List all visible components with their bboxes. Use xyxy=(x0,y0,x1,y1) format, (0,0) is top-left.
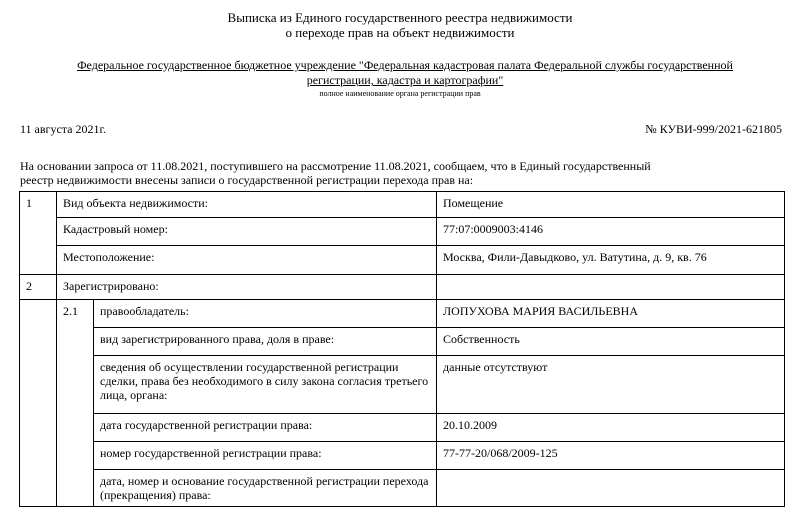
document-title: Выписка из Единого государственного реестра недвижимости xyxy=(227,10,573,25)
cadastral-number-label: Кадастровый номер: xyxy=(57,218,437,246)
deal-info-value: данные отсутствуют xyxy=(437,356,785,414)
organization-name-line2: регистрации, кадастра и картографии" xyxy=(306,73,504,87)
row-number-1: 1 xyxy=(20,192,57,275)
row-number-2: 2 xyxy=(20,275,57,300)
registered-value xyxy=(437,275,785,300)
table-row xyxy=(20,414,785,442)
organization-caption: полное наименование органа регистрации прав xyxy=(319,89,481,98)
right-type-label: вид зарегистрированного права, доля в праве: xyxy=(94,328,437,356)
owner-label: правообладатель: xyxy=(94,300,437,328)
extract-number: № КУВИ-999/2021-621805 xyxy=(645,122,782,136)
registration-number-label: номер государственной регистрации права: xyxy=(94,442,437,470)
property-type-label: Вид объекта недвижимости: xyxy=(57,192,437,218)
document-subtitle: о переходе прав на объект недвижимости xyxy=(285,25,515,40)
organization-name-line1: Федеральное государственное бюджетное учреждение "Федеральная кадастровая палата Федеральной службы государственной xyxy=(77,58,733,72)
intro-text-line2: реестр недвижимости внесены записи о государственной регистрации перехода прав на: xyxy=(20,173,474,187)
issue-date: 11 августа 2021г. xyxy=(20,122,107,136)
property-type-value: Помещение xyxy=(437,192,785,218)
table-row xyxy=(20,192,785,218)
table-row xyxy=(20,442,785,470)
transfer-value xyxy=(437,470,785,507)
registration-date-label: дата государственной регистрации права: xyxy=(94,414,437,442)
registration-number-value: 77-77-20/068/2009-125 xyxy=(437,442,785,470)
deal-info-label: сведения об осуществлении государственной регистрации сделки, права без необходимого в силу закона согласия третьего лица, органа: xyxy=(94,356,437,414)
owner-value: ЛОПУХОВА МАРИЯ ВАСИЛЬЕВНА xyxy=(437,300,785,328)
registry-table xyxy=(19,191,785,507)
intro-text-line1: На основании запроса от 11.08.2021, поступившего на рассмотрение 11.08.2021, сообщаем, что в Единый государственный xyxy=(20,159,651,173)
table-row xyxy=(20,356,785,414)
registered-label: Зарегистрировано: xyxy=(57,275,437,300)
table-row xyxy=(20,218,785,246)
sub-row-number: 2.1 xyxy=(57,300,94,507)
cadastral-number-value: 77:07:0009003:4146 xyxy=(437,218,785,246)
location-value: Москва, Фили-Давыдково, ул. Ватутина, д. 9, кв. 76 xyxy=(437,246,785,275)
table-row xyxy=(20,328,785,356)
table-row xyxy=(20,275,785,300)
table-row xyxy=(20,300,785,328)
table-row xyxy=(20,246,785,275)
row-number-2-empty xyxy=(20,300,57,507)
transfer-label: дата, номер и основание государственной регистрации перехода (прекращения) права: xyxy=(94,470,437,507)
location-label: Местоположение: xyxy=(57,246,437,275)
registration-date-value: 20.10.2009 xyxy=(437,414,785,442)
table-row xyxy=(20,470,785,507)
right-type-value: Собственность xyxy=(437,328,785,356)
